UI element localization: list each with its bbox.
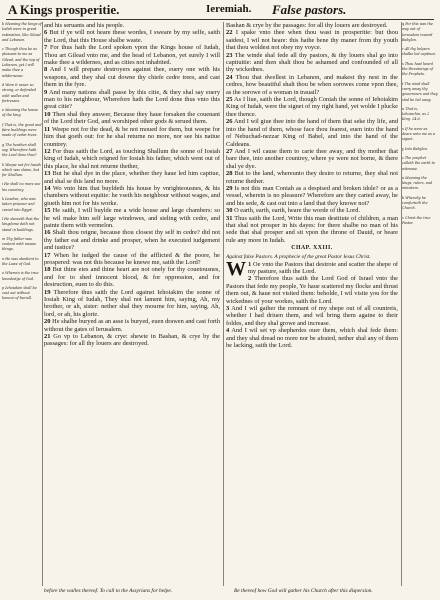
margin-note: s Thou hast heard the threatnings of the Prophets. xyxy=(402,61,433,77)
verse xyxy=(44,252,220,267)
verse-text: Thou that dwellest in Lebanon, and makest thy nest in the cedres, how beautiful shalt thou be when sorowes come vpon thee, as the sorowe of a woman in trauail? xyxy=(226,73,398,96)
verse xyxy=(44,318,220,333)
verse xyxy=(226,327,398,349)
page-footer xyxy=(44,588,400,598)
verse-number: 29 xyxy=(226,184,233,192)
verse xyxy=(44,29,220,44)
verse xyxy=(226,74,398,96)
verse xyxy=(226,185,398,207)
verse-number: 9 xyxy=(44,88,48,96)
verse-text: Thus saith the Lord, Write this man destitute of children, a man that shal not prosper in his dayes: for there shalbe no man of his sede that shal prosper and sit vpon the throne of Dauid, or beare rule any more in Iudah. xyxy=(226,214,398,244)
verse-text: But to the land, whereunto they desire to returne, they shal not returne thether. xyxy=(226,170,398,185)
verse-number: 3 xyxy=(226,305,230,313)
verse-text: Is not this man Coniah as a despised and broken idole? or as a vessel, wherein is no pleasure? Wherefore are they caried away, he and his sede, & cast out into a land that they knowe not? xyxy=(226,184,398,207)
verse-number: 28 xyxy=(226,170,233,178)
margin-note: f That is, the great and faire buildings were made of cedar trees. xyxy=(2,122,42,138)
right-text-column xyxy=(226,22,398,586)
verse-text: Therefore thus saith the Lord against Iehoiakim the sonne of Iosiah King of Iudah, They shal not lament him, saying, Ah, my brother, or ah, sister: nether shal they mourne for him, saying, Ah, lord, or ah, his glorie. xyxy=(44,288,220,318)
margin-note: b Meaning the kings of Iudah were in great estimation, like Gilead and Lebanon. xyxy=(2,22,42,42)
verse xyxy=(226,207,398,214)
margin-note: e Meaning the house of the king. xyxy=(2,108,39,118)
left-margin-notes xyxy=(2,22,42,586)
margin-note: o Wherein is the true knowledge of God. xyxy=(2,271,39,281)
verse xyxy=(44,333,220,348)
verse xyxy=(44,44,220,66)
verse-text: Oe vnto the Pastors that destroie and scatter the shepe of my pasture, saith the Lord. xyxy=(248,260,398,275)
margin-note: b Whereby he comforteth the Church. xyxy=(402,195,428,211)
verse-number: 27 xyxy=(226,147,233,155)
verse-number: 7 xyxy=(44,44,48,52)
verse xyxy=(226,275,398,305)
margin-note: n He was obedient to the Lawe of God. xyxy=(2,256,39,266)
verse xyxy=(226,22,398,29)
verse-text: Therefore thus saith the Lord God of Israel vnto the Pastors that fede my people, Ye haue scattered my flocke and thrust them out, & haue not visited them: beholde, I wil visite you for the wickednes of your workes, saith the Lord. xyxy=(226,275,398,305)
verse-number: 21 xyxy=(44,333,51,341)
verse xyxy=(226,118,398,148)
verse-text: As I liue, saith the Lord, though Coniah the sonne of Iehoiakim King of Iudah, were the signet of my right hand, yet wolde I plucke thee thence. xyxy=(226,96,398,118)
verse-text: But thine eies and thine heart are not onely for thy couetousnes, and for to shed innocent blood, & for oppression, and for destruction, euen to do this. xyxy=(44,266,220,289)
verse-text: Go vp to Lebanon, & crye: shewte in Bashan, & crye by the passages: for all thy louers are destroyed. xyxy=(44,333,220,348)
verse-number: 2 xyxy=(248,275,252,283)
verse xyxy=(44,207,220,229)
verse-text: And I wil gather the remnant of my shepe out of all countreis, whether I had driuen them, and wil bring them againe to their foldes, and they shal growe and increase. xyxy=(226,305,398,327)
chapter-summary: Against false Pastors. A prophecie of the great Pastor Iesus Christ. xyxy=(226,253,371,260)
verse-number: 14 xyxy=(44,184,51,192)
margin-note: t The wind shall carry away thy gouernours and they shal be led away. xyxy=(402,81,438,102)
margin-note: c Though thou be as pleasant to me as Gilead, and the top of Lebanon, yet I will make thee a wildernesse. xyxy=(2,47,40,78)
margin-note: c Christ the true Pastor. xyxy=(402,215,431,225)
verse xyxy=(226,52,398,74)
verse-number: 6 xyxy=(44,29,48,37)
verse xyxy=(226,170,398,185)
verse-number: 23 xyxy=(226,51,233,59)
verse xyxy=(44,185,220,207)
verse-number: 31 xyxy=(226,214,233,222)
verse xyxy=(44,22,220,29)
chapter-23-verses xyxy=(226,257,398,350)
verse-text: When he iudged the cause of the afflicted & the poore, he prospered: was not this because he knewe me, saith the Lord? xyxy=(44,251,220,266)
footer-right-note: Be thereof how God will gather his Church after this dispersion. xyxy=(234,588,373,594)
chapter-22-continuation xyxy=(226,22,398,244)
verse-number: 10 xyxy=(44,110,51,118)
verse-text: And I wil set vp shepherdes ouer them, which shal fede them: and they shal dread no more nor be afraied, nether shal any of them be lacking, saith the Lord. xyxy=(226,327,398,350)
verse-number: 24 xyxy=(226,73,233,81)
verse-number: 19 xyxy=(44,288,51,296)
verse-text: For thus saith the Lord, as touching Shallum the sonne of Iosiah king of Iudah, which reigned for Iosiah his father, which went out of this place, he shal not returne thether, xyxy=(44,147,220,170)
verse-number: 22 xyxy=(226,29,233,37)
verse xyxy=(44,126,220,148)
verse-number: 25 xyxy=(226,96,233,104)
header-book-name: Ieremiah. xyxy=(206,3,252,15)
header-left-title: A Kings prosperitie. xyxy=(8,2,120,17)
header-right-title: False pastors. xyxy=(272,2,347,17)
verse xyxy=(44,66,220,88)
header-rule xyxy=(6,19,434,20)
verse xyxy=(226,257,398,280)
verse-text: and his seruants and his people. xyxy=(44,22,125,29)
verse-text: Shalt thou reigne, because thou closest thy self in cedre? did not thy father eat and drinke and prosper, when he executed iudgement and iustice? xyxy=(44,229,220,252)
running-header xyxy=(6,2,434,19)
verse xyxy=(226,148,398,170)
verse-number: 26 xyxy=(226,118,233,126)
left-text-column xyxy=(44,22,220,586)
margin-note: d Were it neuer so strong, or defended with walles and fortresses. xyxy=(2,82,36,103)
drop-capital: W xyxy=(226,257,246,280)
verse-text: He shalbe buryed as an asse is buryed, euen drawen and cast forth without the gates of Ierusalem. xyxy=(44,318,220,333)
column-divider xyxy=(223,22,224,586)
margin-note: u That is, Iehoiachin, as 2 King. 24.6. xyxy=(402,106,430,122)
verse-number: 1 xyxy=(248,260,252,268)
margin-note: k Ieoahaz, who was taken prisoner and caried into Egypt. xyxy=(2,197,36,212)
footer-left-note: before the walles thereof. To call to the Assyrians for helpe. xyxy=(44,588,173,594)
verse-number: 18 xyxy=(44,266,51,274)
verse-text: The winde shal fede all thy pastors, & thy louers shal go into captiuitie: and then shalt thou be ashamed and confounded of all thy wickednes. xyxy=(226,51,398,74)
margin-note: h Weepe not for Iosiah which was slaine, but for Shallum. xyxy=(2,162,41,178)
verse-number: 11 xyxy=(44,125,51,133)
margin-note: r All thy helpers shalbe led captiues. xyxy=(402,47,437,57)
right-margin-notes xyxy=(402,22,438,586)
verse xyxy=(226,305,398,327)
margin-note: i He shall no more see his countrey. xyxy=(2,182,41,192)
verse xyxy=(44,170,220,185)
verse-number: 20 xyxy=(44,318,51,326)
verse-number: 15 xyxy=(44,207,51,215)
verse-text: Weepe not for the dead, & be not moued for them, but weepe for him that goeth out: for he shal returne no more, nor see his natiue countrey. xyxy=(44,125,220,148)
verse-number: 8 xyxy=(44,66,48,74)
verse-text: He saith, I will buylde me a wide house and large chambers: so he wil make him self large windowes, and sieling with cedre, and painte them with vermelon. xyxy=(44,207,220,229)
margin-note: a Meaning the kings, rulers, and ministers. xyxy=(402,175,433,191)
margin-note: y Into Babylon. xyxy=(402,146,428,151)
margin-note: q For this was the way out of Ierusalem toward Babylon. xyxy=(402,22,433,42)
verse-text: And many nations shall passe by this citie, & they shal say euery man to his neighbour, Wherefore hath the Lord done thus vnto this great citie? xyxy=(44,88,220,111)
verse-number: 4 xyxy=(226,327,230,335)
chapter-heading: CHAP. XXIII. xyxy=(291,245,333,252)
margin-note: g The heathen shall say, Wherefore hath the Lord done thus? xyxy=(2,142,37,158)
verse-text: And I wil cause them to carie thee away, and thy mother that bare thee, into another countrey, where ye were not borne, & there shal ye dye. xyxy=(226,147,398,170)
verse-text: O earth, earth, earth, heare the worde of the Lord. xyxy=(234,207,361,215)
verse xyxy=(44,148,220,170)
verse xyxy=(226,96,398,118)
verse xyxy=(44,89,220,111)
verse xyxy=(44,111,220,126)
margin-note: l He sheweth that the kingdome doth not stand in buildings. xyxy=(2,216,40,232)
margin-note: p Iehoiakim shall be cast out without honour of buriall. xyxy=(2,285,37,301)
margin-note: x If he were as deare unto me as a signet. xyxy=(402,126,435,142)
verse-number: 16 xyxy=(44,229,51,237)
verse-text: I spake vnto thee when thou wast in prosperitie: but thou saidest, I wil not heare: this hathe bene thy maner from thy youth that thou woldest not obey my voyce. xyxy=(226,29,398,52)
verse-text: Wo vnto him that buyldeth his house by vnrighteousnes, & his chambers without equitie: he vseth his neighbour without wages, and giueth him not for his worke. xyxy=(44,184,220,207)
verse-number: 17 xyxy=(44,251,51,259)
verse-text: But he shal dye in the place, whether they haue led him captiue, and shal se this land no more. xyxy=(44,170,220,185)
verse-text: For thus hath the Lord spoken vpon the Kings house of Iudah, Thou art Gilead vnto me, and the head of Lebanon, yet surely I will make thee a wildernes, and as cities not inhabited. xyxy=(44,44,220,67)
verse xyxy=(226,215,398,245)
verse-number: 30 xyxy=(226,207,233,215)
verse xyxy=(226,29,398,51)
verse xyxy=(44,229,220,251)
verse-number: 13 xyxy=(44,170,51,178)
margin-note: z The prophet calleth the earth to witnesse. xyxy=(402,155,436,171)
verse-text: And I will prepare destroyers against thee, euery one with his weapons, and they shal cut downe thy chiefe cedre trees, and cast them in the fyre. xyxy=(44,66,220,89)
column-rule xyxy=(42,22,43,586)
verse-text: And I wil giue thee into the hand of them that seke thy life, and into the hand of them, whose face thou fearest, euen into the hand of Nebuchad-nezzar King of Babel, and into the hand of the Caldeans. xyxy=(226,118,398,148)
verse xyxy=(44,266,220,288)
verse-text: Then shal they answer, Because they haue forsaken the couenant of the Lord their God, and worshiped other gods & serued them. xyxy=(44,110,220,126)
verse-text: Bashan & crye by the passages: for all thy louers are destroyed. xyxy=(226,22,388,29)
verse-text: But if ye will not heare these wordes, I sweare by my selfe, saith the Lord, that this House shalbe waste. xyxy=(44,29,220,44)
verse-number: 12 xyxy=(44,147,51,155)
verse xyxy=(44,289,220,319)
margin-note: m Thy father was content with meane things. xyxy=(2,236,37,252)
